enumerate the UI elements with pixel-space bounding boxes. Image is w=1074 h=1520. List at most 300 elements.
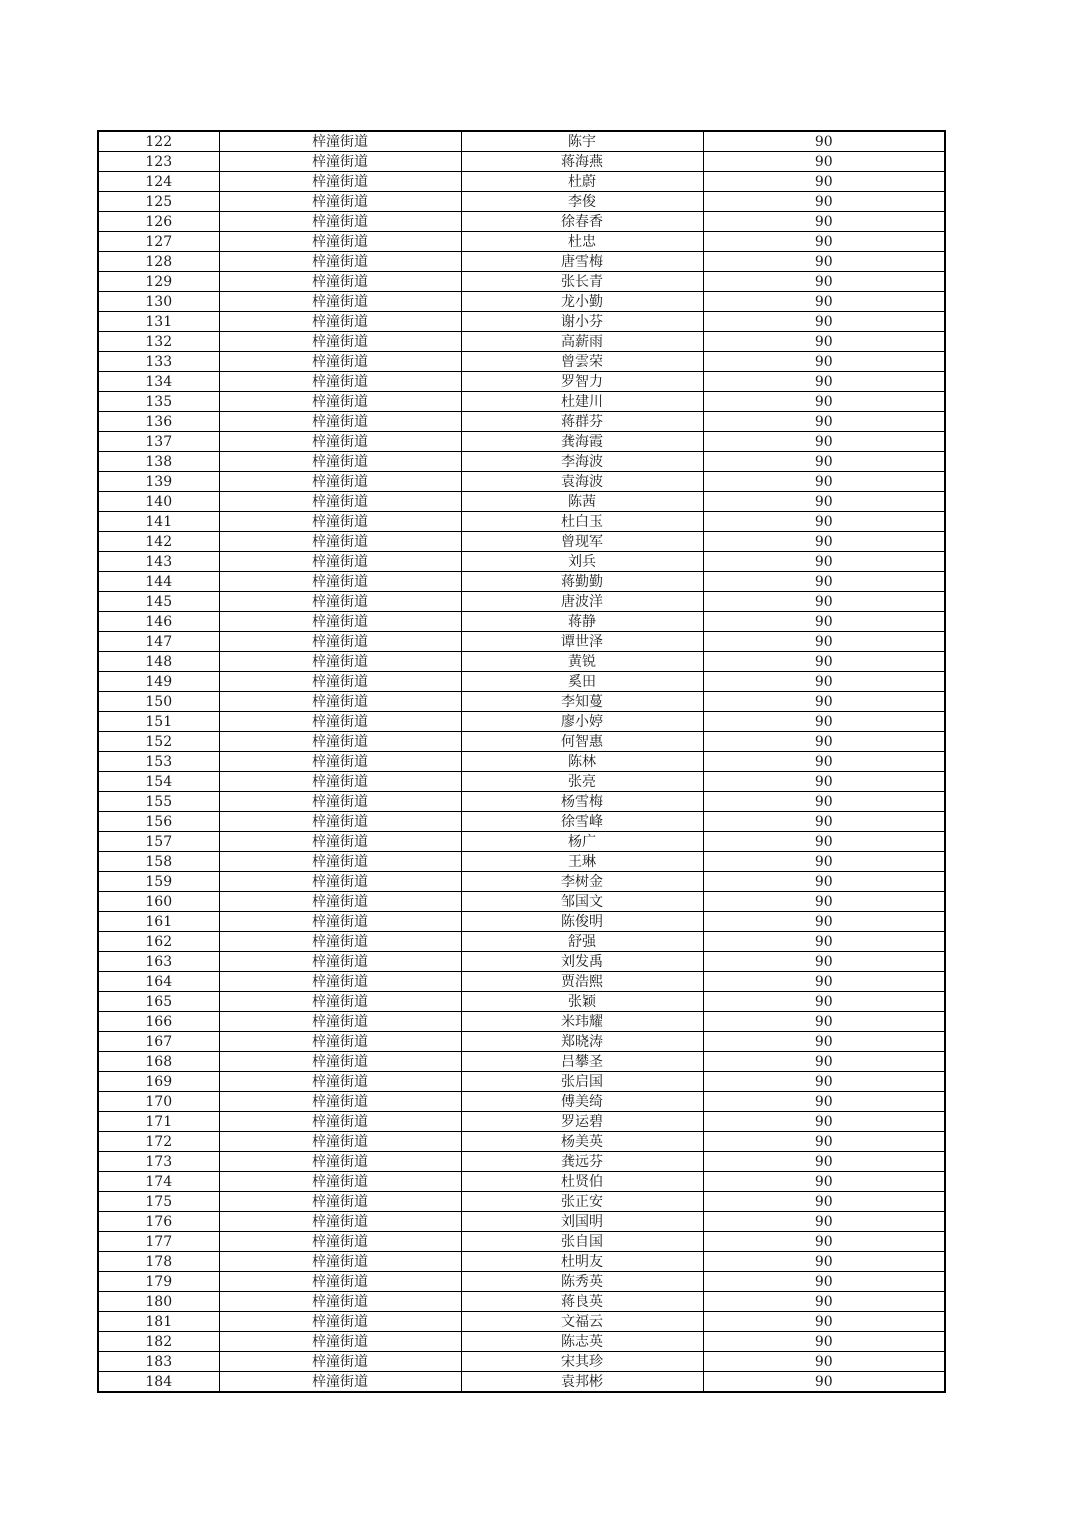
name-cell: 舒强 <box>461 932 703 952</box>
score-cell: 90 <box>703 832 945 852</box>
street-cell: 梓潼街道 <box>219 412 461 432</box>
street-cell: 梓潼街道 <box>219 272 461 292</box>
name-cell: 高薪雨 <box>461 332 703 352</box>
name-cell: 傅美绮 <box>461 1092 703 1112</box>
name-cell: 陈秀英 <box>461 1272 703 1292</box>
row-number-cell: 141 <box>98 512 219 532</box>
table-row <box>98 292 945 312</box>
street-cell: 梓潼街道 <box>219 972 461 992</box>
name-cell: 杜白玉 <box>461 512 703 532</box>
street-cell: 梓潼街道 <box>219 732 461 752</box>
name-cell: 杨雪梅 <box>461 792 703 812</box>
score-cell: 90 <box>703 1092 945 1112</box>
street-cell: 梓潼街道 <box>219 1372 461 1393</box>
table-row <box>98 572 945 592</box>
name-cell: 曾现军 <box>461 532 703 552</box>
name-cell: 文福云 <box>461 1312 703 1332</box>
table-row <box>98 632 945 652</box>
table-row <box>98 792 945 812</box>
name-cell: 龚海霞 <box>461 432 703 452</box>
street-cell: 梓潼街道 <box>219 572 461 592</box>
table-row <box>98 892 945 912</box>
row-number-cell: 182 <box>98 1332 219 1352</box>
score-cell: 90 <box>703 1372 945 1393</box>
name-cell: 杨广 <box>461 832 703 852</box>
name-cell: 奚田 <box>461 672 703 692</box>
name-cell: 袁海波 <box>461 472 703 492</box>
name-cell: 张正安 <box>461 1192 703 1212</box>
table-row <box>98 192 945 212</box>
street-cell: 梓潼街道 <box>219 1292 461 1312</box>
row-number-cell: 146 <box>98 612 219 632</box>
row-number-cell: 131 <box>98 312 219 332</box>
name-cell: 杜忠 <box>461 232 703 252</box>
street-cell: 梓潼街道 <box>219 852 461 872</box>
row-number-cell: 138 <box>98 452 219 472</box>
score-cell: 90 <box>703 652 945 672</box>
street-cell: 梓潼街道 <box>219 612 461 632</box>
row-number-cell: 175 <box>98 1192 219 1212</box>
street-cell: 梓潼街道 <box>219 592 461 612</box>
name-cell: 谭世泽 <box>461 632 703 652</box>
name-cell: 廖小婷 <box>461 712 703 732</box>
table-row <box>98 732 945 752</box>
score-cell: 90 <box>703 1052 945 1072</box>
table-row <box>98 912 945 932</box>
score-cell: 90 <box>703 312 945 332</box>
row-number-cell: 124 <box>98 172 219 192</box>
row-number-cell: 172 <box>98 1132 219 1152</box>
score-cell: 90 <box>703 772 945 792</box>
row-number-cell: 129 <box>98 272 219 292</box>
table-row <box>98 692 945 712</box>
row-number-cell: 140 <box>98 492 219 512</box>
row-number-cell: 125 <box>98 192 219 212</box>
row-number-cell: 161 <box>98 912 219 932</box>
score-cell: 90 <box>703 1272 945 1292</box>
score-cell: 90 <box>703 552 945 572</box>
table-row <box>98 672 945 692</box>
table-row <box>98 1212 945 1232</box>
score-cell: 90 <box>703 792 945 812</box>
score-cell: 90 <box>703 1212 945 1232</box>
street-cell: 梓潼街道 <box>219 472 461 492</box>
score-cell: 90 <box>703 292 945 312</box>
name-cell: 张自国 <box>461 1232 703 1252</box>
name-cell: 宋其珍 <box>461 1352 703 1372</box>
row-number-cell: 149 <box>98 672 219 692</box>
street-cell: 梓潼街道 <box>219 372 461 392</box>
name-cell: 曾雲荣 <box>461 352 703 372</box>
table-row <box>98 252 945 272</box>
name-cell: 王琳 <box>461 852 703 872</box>
street-cell: 梓潼街道 <box>219 1232 461 1252</box>
table-row <box>98 1112 945 1132</box>
name-cell: 杜建川 <box>461 392 703 412</box>
street-cell: 梓潼街道 <box>219 1072 461 1092</box>
score-cell: 90 <box>703 412 945 432</box>
row-number-cell: 180 <box>98 1292 219 1312</box>
street-cell: 梓潼街道 <box>219 512 461 532</box>
table-row <box>98 1232 945 1252</box>
table-row <box>98 932 945 952</box>
score-cell: 90 <box>703 1352 945 1372</box>
score-cell: 90 <box>703 1292 945 1312</box>
table-row <box>98 212 945 232</box>
row-number-cell: 159 <box>98 872 219 892</box>
row-number-cell: 136 <box>98 412 219 432</box>
score-cell: 90 <box>703 532 945 552</box>
name-cell: 蒋勤勤 <box>461 572 703 592</box>
row-number-cell: 147 <box>98 632 219 652</box>
name-cell: 米玮耀 <box>461 1012 703 1032</box>
row-number-cell: 162 <box>98 932 219 952</box>
street-cell: 梓潼街道 <box>219 652 461 672</box>
score-cell: 90 <box>703 1312 945 1332</box>
score-cell: 90 <box>703 872 945 892</box>
row-number-cell: 144 <box>98 572 219 592</box>
score-cell: 90 <box>703 692 945 712</box>
street-cell: 梓潼街道 <box>219 172 461 192</box>
table-row <box>98 1352 945 1372</box>
street-cell: 梓潼街道 <box>219 1212 461 1232</box>
street-cell: 梓潼街道 <box>219 712 461 732</box>
name-cell: 谢小芬 <box>461 312 703 332</box>
table-row <box>98 1132 945 1152</box>
score-cell: 90 <box>703 152 945 172</box>
street-cell: 梓潼街道 <box>219 1032 461 1052</box>
table-row <box>98 812 945 832</box>
name-cell: 杜蔚 <box>461 172 703 192</box>
name-cell: 陈俊明 <box>461 912 703 932</box>
street-cell: 梓潼街道 <box>219 672 461 692</box>
row-number-cell: 158 <box>98 852 219 872</box>
table-row <box>98 412 945 432</box>
name-cell: 邹国文 <box>461 892 703 912</box>
score-cell: 90 <box>703 392 945 412</box>
name-cell: 陈林 <box>461 752 703 772</box>
row-number-cell: 156 <box>98 812 219 832</box>
row-number-cell: 123 <box>98 152 219 172</box>
row-number-cell: 142 <box>98 532 219 552</box>
name-cell: 陈宇 <box>461 131 703 152</box>
score-cell: 90 <box>703 452 945 472</box>
street-cell: 梓潼街道 <box>219 1192 461 1212</box>
table-row <box>98 172 945 192</box>
score-cell: 90 <box>703 732 945 752</box>
score-cell: 90 <box>703 612 945 632</box>
street-cell: 梓潼街道 <box>219 912 461 932</box>
table-row <box>98 1332 945 1352</box>
name-cell: 张亮 <box>461 772 703 792</box>
table-row <box>98 1072 945 1092</box>
street-cell: 梓潼街道 <box>219 792 461 812</box>
score-cell: 90 <box>703 892 945 912</box>
row-number-cell: 126 <box>98 212 219 232</box>
name-cell: 李树金 <box>461 872 703 892</box>
table-row <box>98 1272 945 1292</box>
row-number-cell: 179 <box>98 1272 219 1292</box>
street-cell: 梓潼街道 <box>219 952 461 972</box>
name-cell: 陈志英 <box>461 1332 703 1352</box>
name-cell: 龚远芬 <box>461 1152 703 1172</box>
row-number-cell: 173 <box>98 1152 219 1172</box>
row-number-cell: 165 <box>98 992 219 1012</box>
row-number-cell: 174 <box>98 1172 219 1192</box>
name-cell: 刘国明 <box>461 1212 703 1232</box>
name-cell: 吕攀圣 <box>461 1052 703 1072</box>
street-cell: 梓潼街道 <box>219 532 461 552</box>
street-cell: 梓潼街道 <box>219 752 461 772</box>
name-cell: 张颖 <box>461 992 703 1012</box>
street-cell: 梓潼街道 <box>219 432 461 452</box>
table-row <box>98 452 945 472</box>
score-cell: 90 <box>703 952 945 972</box>
name-cell: 张长青 <box>461 272 703 292</box>
street-cell: 梓潼街道 <box>219 1052 461 1072</box>
street-cell: 梓潼街道 <box>219 992 461 1012</box>
score-cell: 90 <box>703 1152 945 1172</box>
street-cell: 梓潼街道 <box>219 252 461 272</box>
street-cell: 梓潼街道 <box>219 352 461 372</box>
street-cell: 梓潼街道 <box>219 1152 461 1172</box>
row-number-cell: 184 <box>98 1372 219 1393</box>
row-number-cell: 152 <box>98 732 219 752</box>
name-cell: 李俊 <box>461 192 703 212</box>
table-row <box>98 752 945 772</box>
street-cell: 梓潼街道 <box>219 1112 461 1132</box>
name-cell: 徐春香 <box>461 212 703 232</box>
table-row <box>98 832 945 852</box>
name-cell: 罗运碧 <box>461 1112 703 1132</box>
street-cell: 梓潼街道 <box>219 1012 461 1032</box>
row-number-cell: 153 <box>98 752 219 772</box>
row-number-cell: 154 <box>98 772 219 792</box>
row-number-cell: 128 <box>98 252 219 272</box>
street-cell: 梓潼街道 <box>219 772 461 792</box>
table-row <box>98 592 945 612</box>
street-cell: 梓潼街道 <box>219 392 461 412</box>
table-row <box>98 1192 945 1212</box>
name-cell: 蒋良英 <box>461 1292 703 1312</box>
table-row <box>98 852 945 872</box>
table-row <box>98 472 945 492</box>
name-cell: 蒋静 <box>461 612 703 632</box>
score-cell: 90 <box>703 272 945 292</box>
table-row <box>98 512 945 532</box>
street-cell: 梓潼街道 <box>219 292 461 312</box>
name-cell: 杜明友 <box>461 1252 703 1272</box>
score-cell: 90 <box>703 192 945 212</box>
score-cell: 90 <box>703 852 945 872</box>
name-cell: 杜贤伯 <box>461 1172 703 1192</box>
score-cell: 90 <box>703 1072 945 1092</box>
table-row <box>98 1152 945 1172</box>
row-number-cell: 168 <box>98 1052 219 1072</box>
score-cell: 90 <box>703 332 945 352</box>
table-row <box>98 352 945 372</box>
name-cell: 陈茜 <box>461 492 703 512</box>
row-number-cell: 160 <box>98 892 219 912</box>
name-cell: 罗智力 <box>461 372 703 392</box>
name-cell: 唐波洋 <box>461 592 703 612</box>
table-row <box>98 1092 945 1112</box>
row-number-cell: 157 <box>98 832 219 852</box>
name-cell: 刘发禹 <box>461 952 703 972</box>
street-cell: 梓潼街道 <box>219 632 461 652</box>
score-cell: 90 <box>703 812 945 832</box>
table-row <box>98 1012 945 1032</box>
street-cell: 梓潼街道 <box>219 1312 461 1332</box>
row-number-cell: 134 <box>98 372 219 392</box>
street-cell: 梓潼街道 <box>219 1172 461 1192</box>
table-row <box>98 232 945 252</box>
score-cell: 90 <box>703 1012 945 1032</box>
row-number-cell: 135 <box>98 392 219 412</box>
row-number-cell: 127 <box>98 232 219 252</box>
table-body <box>98 131 945 1392</box>
name-cell: 贾浩熙 <box>461 972 703 992</box>
score-cell: 90 <box>703 1192 945 1212</box>
row-number-cell: 150 <box>98 692 219 712</box>
score-cell: 90 <box>703 1132 945 1152</box>
score-cell: 90 <box>703 712 945 732</box>
score-cell: 90 <box>703 972 945 992</box>
score-cell: 90 <box>703 1112 945 1132</box>
street-cell: 梓潼街道 <box>219 1092 461 1112</box>
score-cell: 90 <box>703 172 945 192</box>
score-cell: 90 <box>703 752 945 772</box>
table-row <box>98 1032 945 1052</box>
score-cell: 90 <box>703 472 945 492</box>
data-table <box>97 130 946 1393</box>
street-cell: 梓潼街道 <box>219 1272 461 1292</box>
row-number-cell: 176 <box>98 1212 219 1232</box>
table-row <box>98 312 945 332</box>
street-cell: 梓潼街道 <box>219 1252 461 1272</box>
table-row <box>98 1292 945 1312</box>
name-cell: 龙小勤 <box>461 292 703 312</box>
table-row <box>98 1252 945 1272</box>
score-cell: 90 <box>703 1232 945 1252</box>
score-cell: 90 <box>703 232 945 252</box>
score-cell: 90 <box>703 432 945 452</box>
score-cell: 90 <box>703 1252 945 1272</box>
score-cell: 90 <box>703 632 945 652</box>
street-cell: 梓潼街道 <box>219 832 461 852</box>
table-row <box>98 952 945 972</box>
score-cell: 90 <box>703 1332 945 1352</box>
score-cell: 90 <box>703 131 945 152</box>
table-row <box>98 1312 945 1332</box>
row-number-cell: 164 <box>98 972 219 992</box>
row-number-cell: 137 <box>98 432 219 452</box>
score-cell: 90 <box>703 492 945 512</box>
street-cell: 梓潼街道 <box>219 192 461 212</box>
row-number-cell: 170 <box>98 1092 219 1112</box>
street-cell: 梓潼街道 <box>219 812 461 832</box>
row-number-cell: 178 <box>98 1252 219 1272</box>
row-number-cell: 183 <box>98 1352 219 1372</box>
row-number-cell: 139 <box>98 472 219 492</box>
table-row <box>98 432 945 452</box>
table-row <box>98 612 945 632</box>
table-row <box>98 131 945 152</box>
street-cell: 梓潼街道 <box>219 152 461 172</box>
score-cell: 90 <box>703 1172 945 1192</box>
score-cell: 90 <box>703 932 945 952</box>
table-row <box>98 532 945 552</box>
table-row <box>98 332 945 352</box>
street-cell: 梓潼街道 <box>219 332 461 352</box>
name-cell: 蒋海燕 <box>461 152 703 172</box>
street-cell: 梓潼街道 <box>219 872 461 892</box>
row-number-cell: 167 <box>98 1032 219 1052</box>
table-row <box>98 492 945 512</box>
name-cell: 李海波 <box>461 452 703 472</box>
table-row <box>98 652 945 672</box>
street-cell: 梓潼街道 <box>219 892 461 912</box>
score-cell: 90 <box>703 672 945 692</box>
row-number-cell: 177 <box>98 1232 219 1252</box>
table-row <box>98 152 945 172</box>
score-cell: 90 <box>703 512 945 532</box>
row-number-cell: 133 <box>98 352 219 372</box>
table-row <box>98 1052 945 1072</box>
table-row <box>98 552 945 572</box>
row-number-cell: 145 <box>98 592 219 612</box>
score-cell: 90 <box>703 212 945 232</box>
score-cell: 90 <box>703 1032 945 1052</box>
score-cell: 90 <box>703 352 945 372</box>
street-cell: 梓潼街道 <box>219 552 461 572</box>
street-cell: 梓潼街道 <box>219 932 461 952</box>
name-cell: 何智惠 <box>461 732 703 752</box>
table-row <box>98 372 945 392</box>
table-row <box>98 272 945 292</box>
name-cell: 刘兵 <box>461 552 703 572</box>
row-number-cell: 155 <box>98 792 219 812</box>
table-row <box>98 1172 945 1192</box>
table-row <box>98 872 945 892</box>
table-row <box>98 972 945 992</box>
name-cell: 杨美英 <box>461 1132 703 1152</box>
row-number-cell: 166 <box>98 1012 219 1032</box>
name-cell: 张启国 <box>461 1072 703 1092</box>
name-cell: 唐雪梅 <box>461 252 703 272</box>
street-cell: 梓潼街道 <box>219 452 461 472</box>
table-row <box>98 992 945 1012</box>
score-cell: 90 <box>703 372 945 392</box>
name-cell: 徐雪峰 <box>461 812 703 832</box>
row-number-cell: 132 <box>98 332 219 352</box>
street-cell: 梓潼街道 <box>219 232 461 252</box>
score-cell: 90 <box>703 572 945 592</box>
row-number-cell: 143 <box>98 552 219 572</box>
row-number-cell: 130 <box>98 292 219 312</box>
name-cell: 李知蔓 <box>461 692 703 712</box>
score-cell: 90 <box>703 992 945 1012</box>
score-cell: 90 <box>703 592 945 612</box>
row-number-cell: 151 <box>98 712 219 732</box>
street-cell: 梓潼街道 <box>219 1332 461 1352</box>
row-number-cell: 169 <box>98 1072 219 1092</box>
table-row <box>98 712 945 732</box>
name-cell: 蒋群芬 <box>461 412 703 432</box>
street-cell: 梓潼街道 <box>219 492 461 512</box>
name-cell: 袁邦彬 <box>461 1372 703 1393</box>
table-row <box>98 772 945 792</box>
